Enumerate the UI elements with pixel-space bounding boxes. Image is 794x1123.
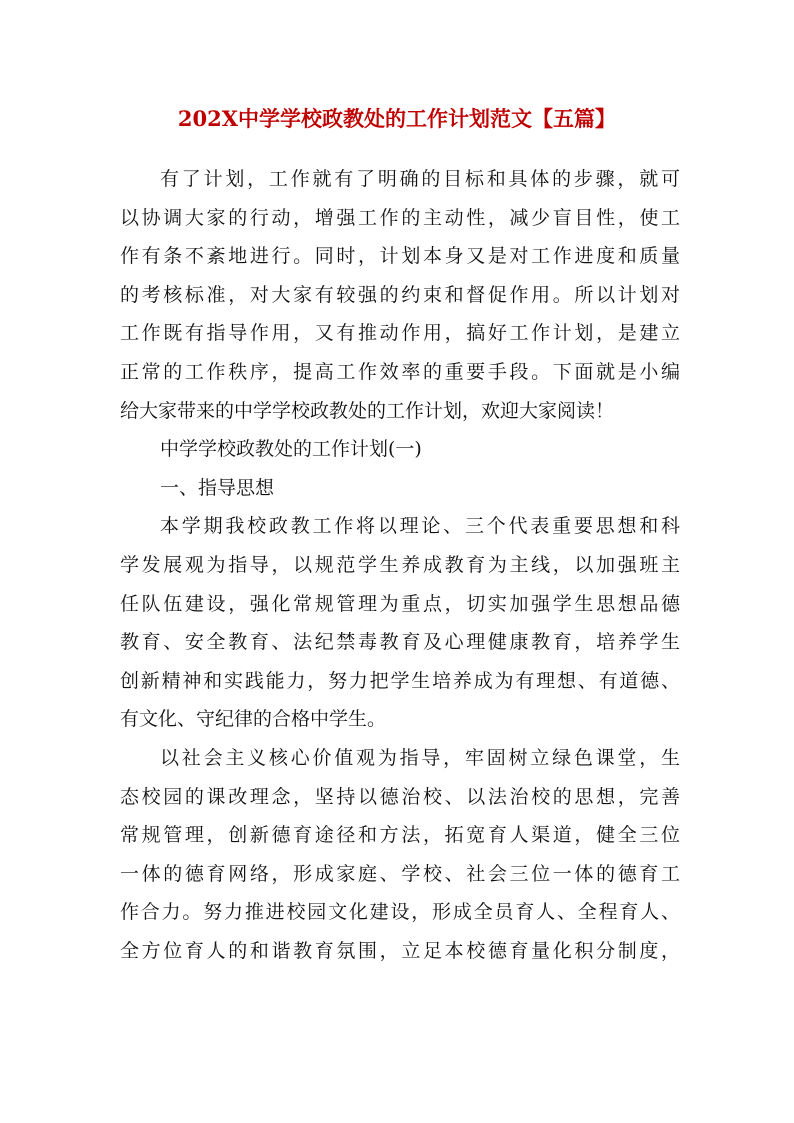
paragraph-line: 作合力。努力推进校园文化建设，形成全员育人、全程育人、 [120,901,680,924]
paragraph-line: 有文化、守纪律的合格中学生。 [120,708,387,731]
paragraph-line: 以社会主义核心价值观为指导，牢固树立绿色课堂，生 [160,746,680,769]
document-title: 202X中学学校政教处的工作计划范文【五篇】 [177,106,617,131]
paragraph-line: 正常的工作秩序，提高工作效率的重要手段。下面就是小编 [120,360,680,383]
paragraph-line: 有了计划，工作就有了明确的目标和具体的步骤，就可 [160,168,680,190]
paragraph-line: 工作既有指导作用，又有推动作用，搞好工作计划，是建立 [120,322,680,345]
document-body [120,160,680,970]
paragraph-line: 的考核标准，对大家有较强的约束和督促作用。所以计划对 [120,283,680,306]
paragraph-line: 学发展观为指导，以规范学生养成教育为主线，以加强班主 [120,553,680,576]
subsection-heading: 一、指导思想 [160,476,275,499]
paragraph-line: 创新精神和实践能力，努力把学生培养成为有理想、有道德、 [120,669,680,692]
paragraph-line: 教育、安全教育、法纪禁毒教育及心理健康教育，培养学生 [120,631,680,654]
paragraph-line: 态校园的课改理念，坚持以德治校、以法治校的思想，完善 [120,785,680,808]
paragraph-line: 以协调大家的行动，增强工作的主动性，减少盲目性，使工 [120,206,680,229]
paragraph-line: 常规管理，创新德育途径和方法，拓宽育人渠道，健全三位 [120,824,680,847]
paragraph-line: 一体的德育网络，形成家庭、学校、社会三位一体的德育工 [120,862,680,885]
paragraph-line: 全方位育人的和谐教育氛围，立足本校德育量化积分制度， [120,939,680,962]
section-heading: 中学学校政教处的工作计划(一) [160,438,422,461]
paragraph-line: 作有条不紊地进行。同时，计划本身又是对工作进度和质量 [120,245,680,268]
paragraph-line: 给大家带来的中学学校政教处的工作计划，欢迎大家阅读！ [120,399,615,422]
paragraph-line: 任队伍建设，强化常规管理为重点，切实加强学生思想品德 [120,592,680,615]
paragraph-line: 本学期我校政教工作将以理论、三个代表重要思想和科 [160,515,680,538]
